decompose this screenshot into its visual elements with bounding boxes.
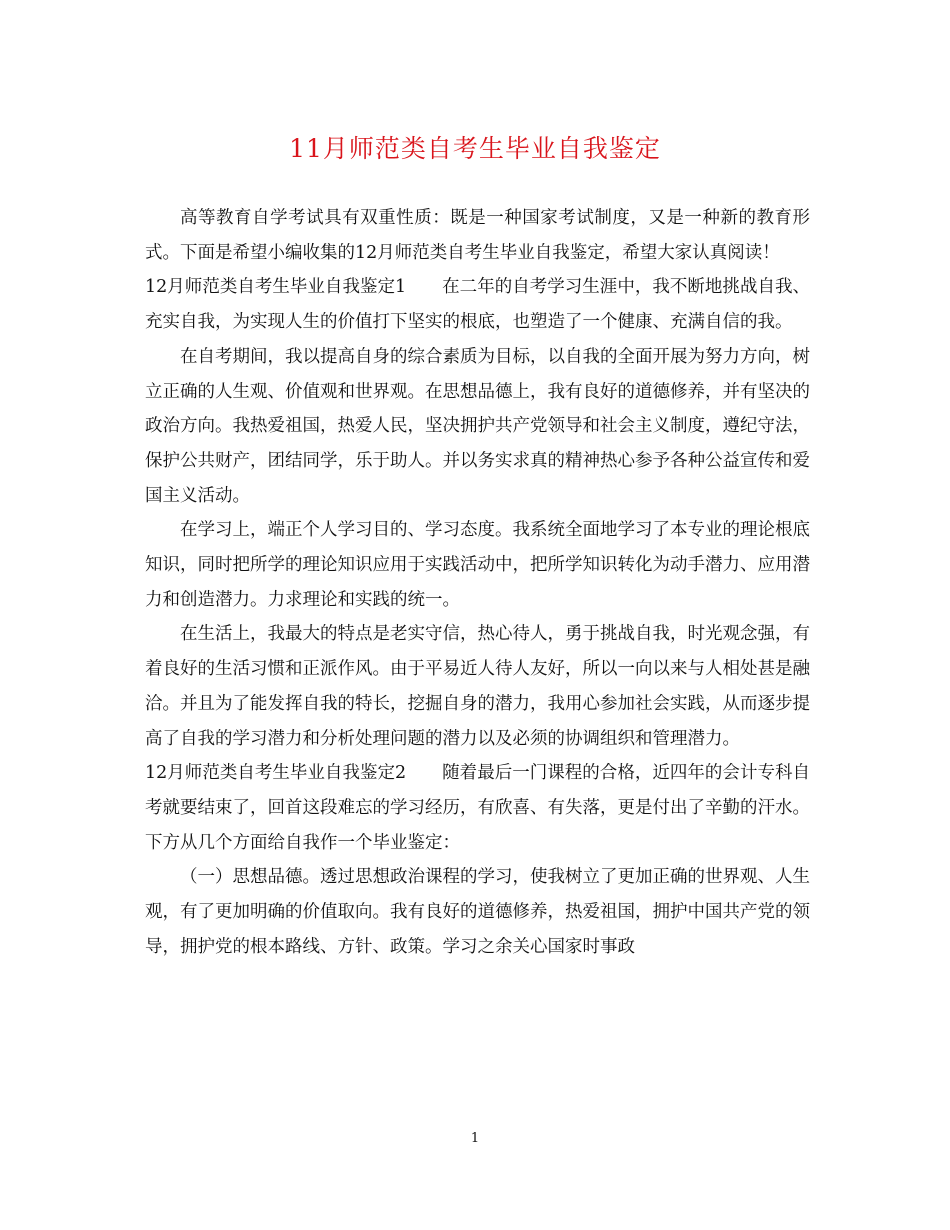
paragraph-text: 在二年的自考学习生涯中，我不断地挑战自我、充实自我，为实现人生的价值打下坚实的根底，也塑造了一个健康、充满自信的我。 (145, 277, 810, 333)
paragraph-appraisal-2 (145, 756, 810, 860)
paragraph-self-exam-period (145, 340, 810, 514)
paragraph-intro (145, 201, 810, 270)
paragraph-appraisal-1 (145, 270, 810, 339)
paragraph-life (145, 617, 810, 756)
paragraph-text: 在学习上，端正个人学习目的、学习态度。我系统全面地学习了本专业的理论根底知识，同时把所学的理论知识应用于实践活动中，把所学知识转化为动手潜力、应用潜力和创造潜力。力求理论和实践的统一。 (145, 520, 810, 610)
paragraph-text: 高等教育自学考试具有双重性质：既是一种国家考试制度，又是一种新的教育形式。下面是希望小编收集的12月师范类自考生毕业自我鉴定，希望大家认真阅读！ (145, 208, 810, 263)
paragraph-text: 在生活上，我最大的特点是老实守信，热心待人，勇于挑战自我，时光观念强，有着良好的生活习惯和正派作风。由于平易近人待人友好，所以一向以来与人相处甚是融洽。并且为了能发挥自我的特长，挖掘自身的潜力，我用心参加社会实践，从而逐步提高了自我的学习潜力和分析处理问题的潜力以及必须的协调组织和管理潜力。 (145, 624, 810, 749)
page-number: 1 (470, 1131, 480, 1146)
paragraph-text: 在自考期间，我以提高自身的综合素质为目标，以自我的全面开展为努力方向，树立正确的人生观、价值观和世界观。在思想品德上，我有良好的道德修养，并有坚决的政治方向。我热爱祖国，热爱人民，坚决拥护共产党领导和社会主义制度，遵纪守法，保护公共财产，团结同学，乐于助人。并以务实求真的精神热心参予各种公益宣传和爱国主义活动。 (145, 346, 810, 506)
section-heading: 12月师范类自考生毕业自我鉴定2 (145, 763, 407, 784)
section-heading: 12月师范类自考生毕业自我鉴定1 (145, 277, 407, 298)
document-title: 11月师范类自考生毕业自我鉴定 (289, 134, 661, 163)
paragraph-study (145, 513, 810, 617)
document-body (145, 201, 810, 964)
paragraph-text: （一）思想品德。透过思想政治课程的学习，使我树立了更加正确的世界观、人生观，有了更加明确的价值取向。我有良好的道德修养，热爱祖国，拥护中国共产党的领导，拥护党的根本路线、方针、政策。学习之余关心国家时事政 (145, 867, 810, 957)
paragraph-ideology (145, 860, 810, 964)
paragraph-text: 随着最后一门课程的合格，近四年的会计专科自考就要结束了，回首这段难忘的学习经历，有欣喜、有失落，更是付出了辛勤的汗水。下方从几个方面给自我作一个毕业鉴定： (145, 763, 810, 853)
